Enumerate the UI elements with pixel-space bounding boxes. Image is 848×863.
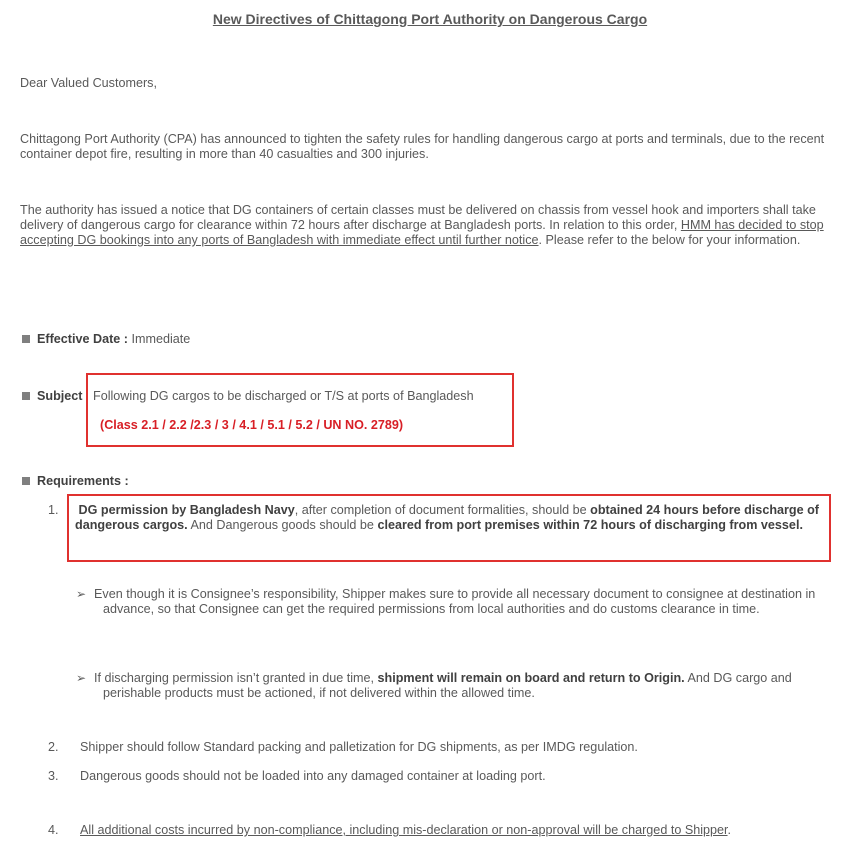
req1-bold-2: obtained 24 hours before discharge of dangerous cargos. [75,503,819,532]
req1-text-1: , after completion of document formalities, should be [294,503,591,517]
sub2-text-1: If discharging permission isn’t granted in due time, [94,671,378,685]
sub-bullet-2 [94,671,848,701]
document-title: New Directives of Chittagong Port Authority on Dangerous Cargo [212,11,648,27]
notice-text-end: . Please refer to the below for your information. [538,233,801,247]
sub-bullet-1: Even though it is Consignee’s responsibility, Shipper makes sure to provide all necessary document to consignee at destination in advance, so that Consignee can get the required permissions from local authorities and do customs clearance in time. [94,587,816,616]
notice-paragraph [20,203,842,248]
requirement-3-number: 3. [48,769,59,783]
subject-label: Subject [37,389,83,403]
requirement-2-number: 2. [48,740,59,754]
notice-text: The authority has issued a notice that DG containers of certain classes must be delivered on chassis from vessel hook and importers shall take delivery of dangerous cargo for clearance within 72 hours after discharge at Bangladesh ports. In relation to this order, [20,203,816,232]
subject-highlight-box [86,373,514,447]
requirement-1-text [75,503,827,533]
requirement-2-text: Shipper should follow Standard packing and palletization for DG shipments, as per IMDG regulation. [80,740,638,754]
req4-underlined: All additional costs incurred by non-compliance, including mis-declaration or non-approval will be charged to Shipper [80,823,728,837]
req1-bold-3: cleared from port premises within 72 hours of discharging from vessel. [377,518,803,532]
requirements-label: Requirements : [37,474,129,488]
effective-date-label: Effective Date : [37,332,128,346]
requirement-4-text [80,823,731,838]
arrow-bullet-icon: ➢ [76,671,87,685]
square-bullet-icon [22,335,30,343]
arrow-bullet-icon: ➢ [76,587,87,601]
req4-period: . [727,823,732,837]
requirements-label-wrap [37,474,129,489]
effective-date-value: Immediate [131,332,191,346]
square-bullet-icon [22,392,30,400]
subject-label-wrap [37,389,83,404]
requirement-1-number: 1. [48,503,59,517]
subject-classes: (Class 2.1 / 2.2 /2.3 / 3 / 4.1 / 5.1 / 5.2 / UN NO. 2789) [100,418,404,432]
notice-underlined: HMM has decided to stop accepting DG bookings into any ports of Bangladesh with immediate effect until further notice [20,218,824,247]
effective-date-row [37,332,190,347]
requirement-4-number: 4. [48,823,59,837]
greeting: Dear Valued Customers, [20,76,157,90]
sub2-bold: shipment will remain on board and return to Origin. [377,671,685,685]
intro-paragraph: Chittagong Port Authority (CPA) has announced to tighten the safety rules for handling dangerous cargo at ports and terminals, due to the recent container depot fire, resulting in more than 40 casualties and 300 injuries. [20,132,825,161]
subject-value: Following DG cargos to be discharged or T/S at ports of Bangladesh [93,389,474,403]
requirement-3-text: Dangerous goods should not be loaded into any damaged container at loading port. [80,769,546,783]
square-bullet-icon [22,477,30,485]
req1-bold-1: DG permission by Bangladesh Navy [78,503,295,517]
req1-text-2: And Dangerous goods should be [187,518,378,532]
sub2-text-2: And DG cargo and perishable products must be actioned, if not delivered within the allowed time. [103,671,792,700]
